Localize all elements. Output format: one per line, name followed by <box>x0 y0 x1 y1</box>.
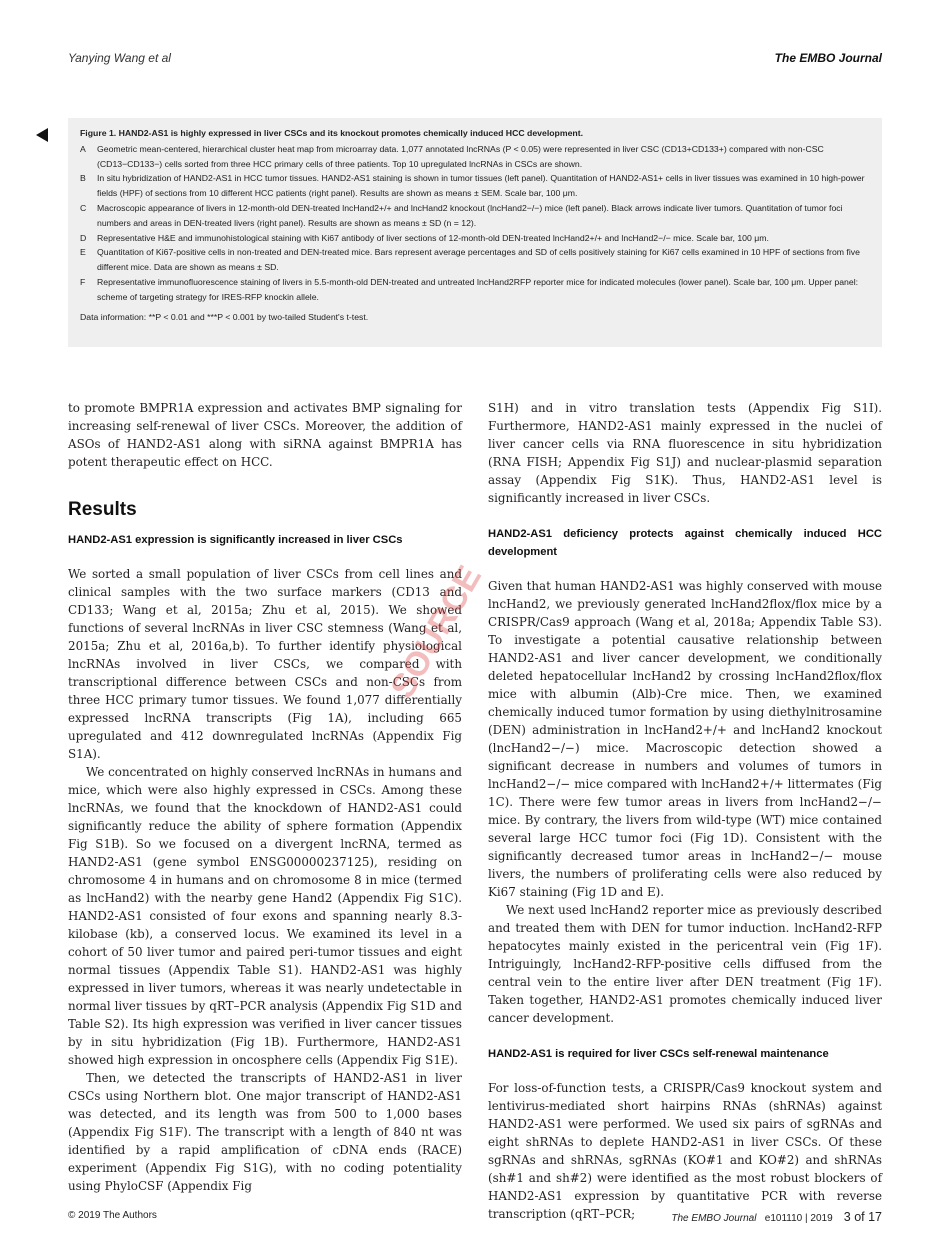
legend-item-letter: D <box>80 232 87 243</box>
body-paragraph: S1H) and in vitro translation tests (Appendix Fig S1I). Furthermore, HAND2-AS1 mainly expressed in the nuclei of liver cancer cells via RNA fluorescence in situ hybridization (RNA FISH; Appendix Fig S1J) and nuclear-plasmid separation assay (Appendix Fig S1K). Thus, HAND2-AS1 level is significantly increased in liver CSCs. <box>488 401 882 505</box>
running-header-author: Yanying Wang et al <box>68 51 171 65</box>
legend-item-letter: F <box>80 276 86 287</box>
legend-item-c <box>80 201 870 231</box>
legend-data-information: Data information: **P < 0.01 and ***P < 0.001 by two-tailed Student's t-test. <box>80 311 369 322</box>
left-text-column <box>68 399 462 1195</box>
legend-item-letter: C <box>80 202 87 213</box>
legend-item-e <box>80 245 870 275</box>
figure-pointer-arrow-icon <box>36 128 48 142</box>
legend-item-text: Representative immunofluorescence staining of livers in 5.5-month-old DEN-treated and untreated lncHand2RFP reporter mice for indicated molecules (lower panel). Scale bar, 100 μm. Upper panel: scheme of targeting strategy for IRES-RFP knockin allele. <box>97 276 859 302</box>
body-paragraph: We sorted a small population of liver CSCs from cell lines and clinical samples with the two surface markers (CD13 and CD133; Wang et al, 2015a; Zhu et al, 2015). We showed functions of several lncRNAs in liver CSC stemness (Wang et al, 2015a; Zhu et al, 2016a,b). To further identify physiological lncRNAs involved in liver CSCs, we compared with transcriptional difference between CSCs and non-CSCs from three HCC primary tumor tissues. We found 1,077 differentially expressed lncRNA transcripts (Fig 1A), including 665 upregulated and 412 downregulated lncRNAs (Appendix Fig S1A). <box>68 567 462 761</box>
footer-journal: The EMBO Journal <box>671 1213 757 1224</box>
legend-item-text: Quantitation of Ki67-positive cells in non-treated and DEN-treated mice. Bars represent average percentages and SD of cells positively staining for Ki67 cells examined in 10 HPF of sections from five different mice. Data are shown as means ± SD. <box>97 247 860 273</box>
section-subheading: HAND2-AS1 is required for liver CSCs self-renewal maintenance <box>488 1048 829 1060</box>
running-header-journal: The EMBO Journal <box>774 51 882 65</box>
footer-copyright: © 2019 The Authors <box>68 1210 157 1221</box>
body-paragraph: We next used lncHand2 reporter mice as previously described and treated them with DEN for tumor induction. lncHand2-RFP hepatocytes mainly existed in the pericentral vein (Fig 1F). Intriguingly, lncHand2-RFP-positive cells diffused from the central vein to the entire liver after DEN treatment (Fig 1F). Taken together, HAND2-AS1 promotes chemically induced liver cancer development. <box>488 903 882 1025</box>
section-subheading: HAND2-AS1 expression is significantly increased in liver CSCs <box>68 534 403 546</box>
legend-item-d <box>80 231 870 246</box>
legend-item-letter: E <box>80 247 86 258</box>
page-number: 3 of 17 <box>843 1210 882 1224</box>
body-paragraph: We concentrated on highly conserved lncRNAs in humans and mice, which were also highly expressed in CSCs. Among these lncRNAs, we found that the knockdown of HAND2-AS1 could significantly reduce the ability of sphere formation (Appendix Fig S1B). So we focused on a divergent lncRNA, termed as HAND2-AS1 (gene symbol ENSG00000237125), residing on chromosome 4 in humans and on chromosome 8 in mice (termed as lncHand2) with the nearby gene Hand2 (Appendix Fig S1C). HAND2-AS1 consisted of four exons and spanning nearly 8.3-kilobase (kb), a conserved locus. We examined its level in a cohort of 50 liver tumor and paired peri-tumor tissues and eight normal tissues (Appendix Table S1). HAND2-AS1 was highly expressed in liver tumors, whereas it was nearly undetectable in normal liver tissues by qRT–PCR analysis (Appendix Fig S1D and Table S2). Its high expression was verified in liver cancer tissues by in situ hybridization (Fig 1B). Furthermore, HAND2-AS1 showed high expression in oncosphere cells (Appendix Fig S1E). <box>68 765 462 1067</box>
legend-item-text: Representative H&E and immunohistological staining with Ki67 antibody of liver sections of 12-month-old DEN-treated lncHand2+/+ and lncHand2−/− mice. Scale bar, 100 μm. <box>97 232 769 243</box>
section-subheading: HAND2-AS1 deficiency protects against chemically induced HCC development <box>488 528 882 558</box>
intro-paragraph: to promote BMPR1A expression and activates BMP signaling for increasing self-renewal of liver CSCs. Moreover, the addition of ASOs of HAND2-AS1 along with siRNA against BMPR1A has potent therapeutic effect on HCC. <box>68 401 462 469</box>
figure-legend <box>68 118 882 347</box>
legend-item-text: In situ hybridization of HAND2-AS1 in HCC tumor tissues. HAND2-AS1 staining is shown in tumor tissues (left panel). Quantitation of HAND2-AS1+ cells in liver tissues was examined in 10 high-power fields (HPF) of sections from 10 different HCC patients (right panel). Results are shown as means ± SEM. Scale bar, 100 μm. <box>97 173 865 199</box>
legend-item-f <box>80 275 870 305</box>
legend-item-a <box>80 142 870 172</box>
footer-right <box>671 1210 882 1224</box>
legend-item-b <box>80 171 870 201</box>
body-paragraph: Then, we detected the transcripts of HAND2-AS1 in liver CSCs using Northern blot. One major transcript of HAND2-AS1 was detected, and its length was from 500 to 1,000 bases (Appendix Fig S1F). The transcript with a length of 840 nt was identified by a rapid amplification of cDNA ends (RACE) experiment (Appendix Fig S1G), with no coding potentiality using PhyloCSF (Appendix Fig <box>68 1071 462 1193</box>
legend-item-letter: A <box>80 143 86 154</box>
legend-item-letter: B <box>80 173 86 184</box>
legend-item-text: Geometric mean-centered, hierarchical cluster heat map from microarray data. 1,077 annotated lncRNAs (P < 0.05) were represented in liver CSC (CD13+CD133+) compared with non-CSC (CD13−CD133−) cells sorted from three HCC primary cells of three patients. Top 10 upregulated lncRNAs in CSCs are shown. <box>97 143 824 169</box>
body-paragraph: Given that human HAND2-AS1 was highly conserved with mouse lncHand2, we previously generated lncHand2flox/flox mice by a CRISPR/Cas9 approach (Wang et al, 2018a; Appendix Table S3). To investigate a potential causative relationship between HAND2-AS1 and liver cancer development, we conditionally deleted hepatocellular lncHand2 by crossing lncHand2flox/flox mice with albumin (Alb)-Cre mice. Then, we examined chemically induced tumor formation by using diethylnitrosamine (DEN) administration in lncHand2+/+ and lncHand2 knockout (lncHand2−/−) mice. Macroscopic detection showed a significant decrease in numbers and volumes of tumors in lncHand2−/− mice compared with lncHand2+/+ littermates (Fig 1C). There were few tumor areas in livers from lncHand2−/− mice. By contrary, the livers from wild-type (WT) mice contained several large HCC tumor foci (Fig 1D). Consistent with the significantly decreased tumor areas in lncHand2−/− mouse livers, the numbers of proliferating cells were also reduced by Ki67 staining (Fig 1D and E). <box>488 579 882 899</box>
body-paragraph: For loss-of-function tests, a CRISPR/Cas9 knockout system and lentivirus-mediated short hairpins RNAs (shRNAs) against HAND2-AS1 were performed. We used six pairs of sgRNAs and eight shRNAs to deplete HAND2-AS1 in liver CSCs. Of these sgRNAs and shRNAs, sgRNAs (KO#1 and KO#2) and shRNAs (sh#1 and sh#2) were identified as the most robust blockers of HAND2-AS1 expression by quantitative PCR with reverse transcription (qRT–PCR; <box>488 1081 882 1221</box>
legend-item-text: Macroscopic appearance of livers in 12-month-old DEN-treated lncHand2+/+ and lncHand2 knockout (lncHand2−/−) mice (left panel). Black arrows indicate liver tumors. Quantitation of tumor foci numbers and areas in DEN-treated livers (right panel). Results are shown as means ± SD (n = 12). <box>97 202 843 228</box>
results-heading: Results <box>68 499 137 520</box>
footer-article-id: e101110 | 2019 <box>764 1213 833 1224</box>
figure-legend-title: Figure 1. HAND2-AS1 is highly expressed in liver CSCs and its knockout promotes chemically induced HCC development. <box>80 128 584 138</box>
right-text-column <box>488 399 882 1223</box>
watermark-text: SOURCE <box>383 559 490 705</box>
